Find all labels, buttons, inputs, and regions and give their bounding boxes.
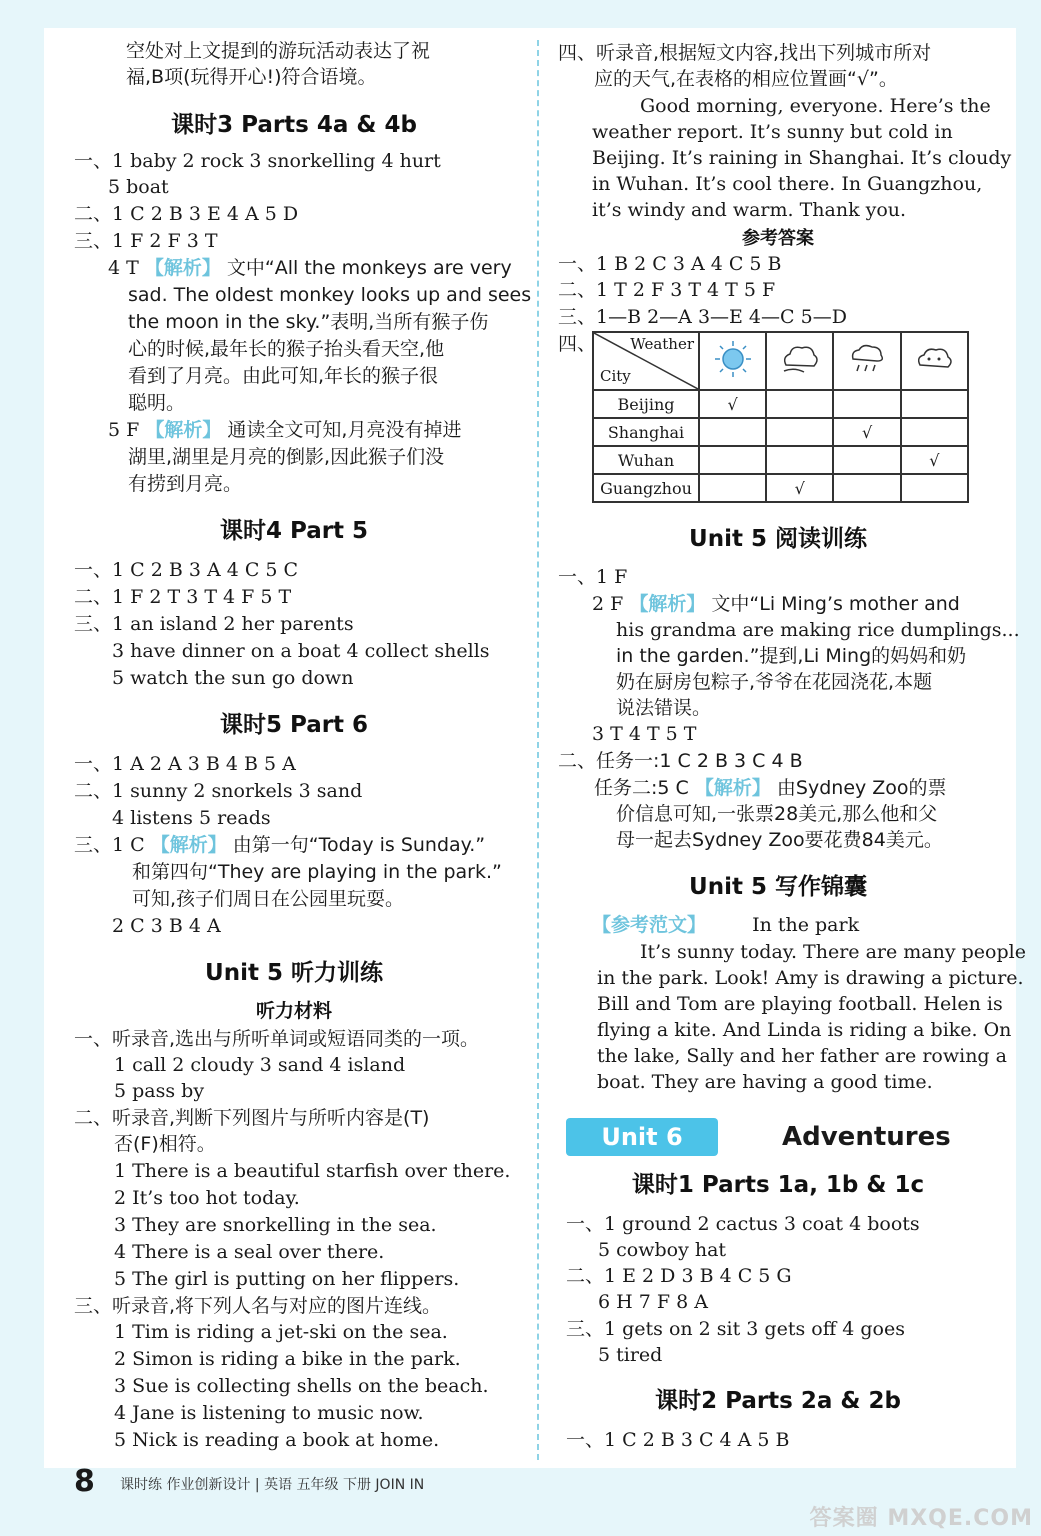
l5-q3c: 可知,孩子们周日在公园里玩耍。 [132,888,405,910]
listening-title: Unit 5 听力训练 [205,960,383,986]
rd-task2b: 价信息可知,一张票28美元,那么他和父 [616,803,938,825]
mark-cell: √ [766,474,833,502]
essay-line-1: It’s sunny today. There are many people [640,941,1026,963]
city-label: City [600,367,631,385]
answer-number: 4 T [108,257,139,279]
analysis-tag: 【解析】 [144,257,221,279]
city-cell: Beijing [593,390,699,418]
table-row [593,418,968,446]
lesson4-title: 课时4 Part 5 [219,518,369,544]
mark-cell: √ [699,390,766,418]
l5-q2a: 二、1 sunny 2 snorkels 3 sand [74,780,363,802]
ls3-1: 1 Tim is riding a jet-ski on the sea. [114,1321,448,1343]
mark-cell [699,474,766,502]
r4-instruction-b: 应的天气,在表格的相应位置画“√”。 [594,68,898,90]
l5-q3a [74,832,485,858]
essay-line-5: the lake, Sally and her father are rowing a [597,1045,1007,1067]
essay-line-3: Bill and Tom are playing football. Helen is [597,993,1003,1015]
footer-text: 课时练 作业创新设计 | 英语 五年级 下册 JOIN IN [120,1477,425,1493]
l5-q3d: 2 C 3 B 4 A [112,915,221,937]
analysis-tag: 【解析】 [150,834,227,856]
l4-q3c: 5 watch the sun go down [112,667,354,689]
mark-cell [833,446,900,474]
l5-q3b: 和第四句“They are playing in the park.” [132,861,502,883]
rd-2e: 说法错误。 [616,697,712,719]
lesson3-title: 课时3 Parts 4a & 4b [171,112,417,138]
ls2-5: 5 The girl is putting on her flippers. [114,1268,460,1290]
essay-line-6: boat. They are having a good time. [597,1071,933,1093]
rd-2a [592,591,960,617]
weather-table [592,331,969,503]
answer-3: 三、1—B 2—A 3—E 4—C 5—D [558,306,847,328]
ls2-3: 3 They are snorkelling in the sea. [114,1214,437,1236]
ls2-4: 4 There is a seal over there. [114,1241,385,1263]
answer-number: 任务二:5 C [594,777,689,799]
ls2-2: 2 It’s too hot today. [114,1187,300,1209]
intro-line-2: 福,B项(玩得开心!)符合语境。 [126,66,377,88]
sample-essay-tag: 【参考范文】 [592,914,707,936]
weather-label: Weather [630,335,694,353]
l3-q3-4f: 聪明。 [128,392,186,414]
ls1a: 1 call 2 cloudy 3 sand 4 island [114,1054,406,1076]
writing-title: Unit 5 写作锦囊 [689,874,867,900]
l3-q3: 三、1 F 2 F 3 T [74,230,218,252]
analysis-tag: 【解析】 [694,777,771,799]
rd-task2a [594,775,947,801]
u6-q3a: 三、1 gets on 2 sit 3 gets off 4 goes [566,1318,905,1340]
mark-cell [901,418,968,446]
rd-task2c: 母一起去Sydney Zoo要花费84美元。 [616,829,943,851]
passage-line-2: weather report. It’s sunny but cold in [592,121,953,143]
l3-q1b: 5 boat [108,176,169,198]
passage-line-5: it’s windy and warm. Thank you. [592,199,907,221]
answer-number: 2 F [592,593,624,615]
ls3-2: 2 Simon is riding a bike in the park. [114,1348,461,1370]
rd-2b: his grandma are making rice dumplings... [616,619,1020,641]
l3-q3-4b: sad. The oldest monkey looks up and sees [128,284,532,306]
header-diagonal-cell [593,332,699,390]
analysis-text: 由第一句“Today is Sunday.” [232,834,486,856]
page-number: 8 [74,1464,95,1499]
intro-line-1: 空处对上文提到的游玩活动表达了祝 [126,40,431,62]
sunny-icon [699,332,766,390]
l3-q3-4a [108,255,512,281]
l4-q2: 二、1 F 2 T 3 T 4 F 5 T [74,586,292,608]
weather-table-header [593,332,968,390]
table-row [593,474,968,502]
watermark-logo: 答案圈 MXQE.COM [809,1506,1033,1531]
ls3-3: 3 Sue is collecting shells on the beach. [114,1375,489,1397]
r4-instruction-a: 四、听录音,根据短文内容,找出下列城市所对 [558,42,932,64]
essay-line-2: in the park. Look! Amy is drawing a picture. [597,967,1024,989]
l3-q3-5c: 有捞到月亮。 [128,473,243,495]
l4-q3a: 三、1 an island 2 her parents [74,613,354,635]
passage-line-1: Good morning, everyone. Here’s the [640,95,991,117]
city-cell: Shanghai [593,418,699,446]
ls2-1: 1 There is a beautiful starfish over there. [114,1160,511,1182]
mark-cell: √ [901,446,968,474]
answer-number: 5 F [108,419,140,441]
u6-q1b: 5 cowboy hat [598,1239,727,1261]
answer-1: 一、1 B 2 C 3 A 4 C 5 B [558,253,782,275]
analysis-tag: 【解析】 [629,593,706,615]
l3-q2: 二、1 C 2 B 3 E 4 A 5 D [74,203,299,225]
l4-q3b: 3 have dinner on a boat 4 collect shells [112,640,490,662]
mark-cell [766,418,833,446]
cloudy-icon [901,332,968,390]
answer-4-label: 四、 [558,333,597,355]
analysis-text: 文中“All the monkeys are very [226,257,512,279]
u6-q2b: 6 H 7 F 8 A [598,1291,708,1313]
unit6-badge [566,1118,718,1156]
city-cell: Wuhan [593,446,699,474]
ls2-instruction-a: 二、听录音,判断下列图片与所听内容是(T) [74,1107,430,1129]
l5-q2b: 4 listens 5 reads [112,807,271,829]
rd-1: 一、1 F [558,566,628,588]
u6-q1a: 一、1 ground 2 cactus 3 coat 4 boots [566,1213,920,1235]
table-row [593,390,968,418]
answer-number: 三、1 C [74,834,145,856]
column-divider [537,40,539,1460]
essay-title: In the park [752,914,860,936]
u6-l2-q1: 一、1 C 2 B 3 C 4 A 5 B [566,1429,790,1451]
rd-task1: 二、任务一:1 C 2 B 3 C 4 B [558,750,803,772]
essay-line-4: flying a kite. And Linda is riding a bike. On [597,1019,1012,1041]
answers-title: 参考答案 [742,228,814,249]
u6-q2a: 二、1 E 2 D 3 B 4 C 5 G [566,1265,792,1287]
ls3-5: 5 Nick is reading a book at home. [114,1429,440,1451]
l3-q3-5b: 湖里,湖里是月亮的倒影,因此猴子们没 [128,446,445,468]
l3-q1a: 一、1 baby 2 rock 3 snorkelling 4 hurt [74,150,441,172]
l3-q3-4d: 心的时候,最年长的猴子抬头看天空,他 [128,338,445,360]
ls3-instruction: 三、听录音,将下列人名与对应的图片连线。 [74,1295,442,1317]
l4-q1: 一、1 C 2 B 3 A 4 C 5 C [74,559,299,581]
rd-2c: in the garden.”提到,Li Ming的妈妈和奶 [616,645,967,667]
answer-2: 二、1 T 2 F 3 T 4 T 5 F [558,279,776,301]
rainy-icon [833,332,900,390]
ls2-instruction-b: 否(F)相符。 [114,1133,216,1155]
passage-line-4: in Wuhan. It’s cool there. In Guangzhou, [592,173,983,195]
mark-cell [766,390,833,418]
u6-lesson2-title: 课时2 Parts 2a & 2b [655,1388,901,1414]
lesson5-title: 课时5 Part 6 [219,712,369,738]
windy-icon [766,332,833,390]
writing-header [592,912,859,938]
ls1-instruction: 一、听录音,选出与所听单词或短语同类的一项。 [74,1028,480,1050]
ls3-4: 4 Jane is listening to music now. [114,1402,424,1424]
passage-line-3: Beijing. It’s raining in Shanghai. It’s cloudy [592,147,1012,169]
city-cell: Guangzhou [593,474,699,502]
mark-cell [699,446,766,474]
table-row [593,446,968,474]
unit6-label: Unit 6 [601,1123,683,1151]
analysis-text: 由Sydney Zoo的票 [776,777,947,799]
mark-cell [901,390,968,418]
l5-q1: 一、1 A 2 A 3 B 4 B 5 A [74,753,296,775]
listening-subtitle: 听力材料 [255,1000,332,1022]
mark-cell [833,474,900,502]
rd-2d: 奶在厨房包粽子,爷爷在花园浇花,本题 [616,671,933,693]
mark-cell: √ [833,418,900,446]
page-footer [0,1462,1041,1502]
l3-q3-4e: 看到了月亮。由此可知,年长的猴子很 [128,365,439,387]
analysis-text: 通读全文可知,月亮没有掉进 [227,419,462,441]
u6-lesson1-title: 课时1 Parts 1a, 1b & 1c [631,1172,925,1198]
u6-q3b: 5 tired [598,1344,663,1366]
ls1b: 5 pass by [114,1080,205,1102]
mark-cell [766,446,833,474]
analysis-tag: 【解析】 [145,419,222,441]
l3-q3-5a [108,417,461,443]
mark-cell [833,390,900,418]
mark-cell [901,474,968,502]
mark-cell [699,418,766,446]
unit6-title: Adventures [782,1122,951,1152]
reading-title: Unit 5 阅读训练 [689,526,867,552]
rd-3: 3 T 4 T 5 T [592,723,697,745]
l3-q3-4c: the moon in the sky.”表明,当所有猴子伤 [128,311,489,333]
analysis-text: 文中“Li Ming’s mother and [711,593,960,615]
